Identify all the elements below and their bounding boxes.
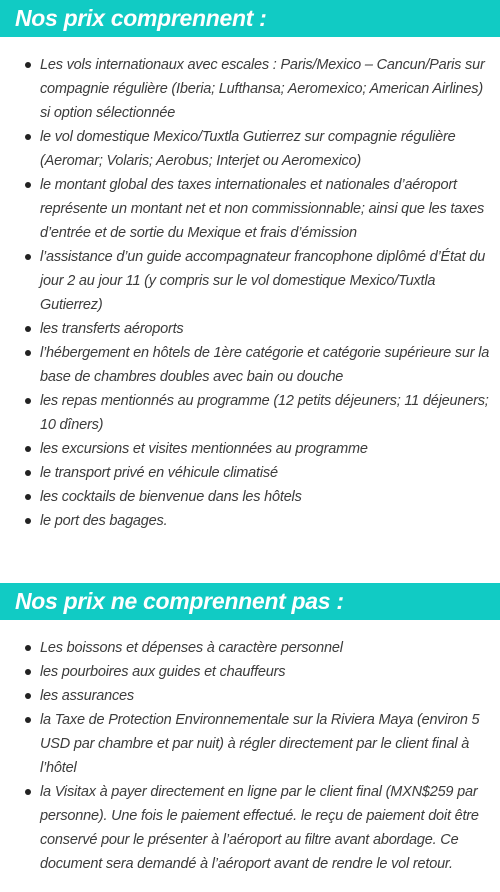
list-item-text: les assurances (40, 688, 134, 704)
list-item-text: l’hébergement en hôtels de 1ère catégorie et catégorie supérieure sur la base de chambres doubles avec bain ou douche (40, 345, 490, 385)
list-item-text: Les vols internationaux avec escales : Paris/Mexico – Cancun/Paris sur compagnie régulière (Iberia; Lufthansa; Aeromexico; American Airlines) si option sélectionnée (40, 57, 485, 121)
bullet-icon (25, 494, 31, 500)
list-item (0, 317, 500, 341)
list-item-text: les excursions et visites mentionnées au programme (40, 441, 368, 457)
bullet-icon (25, 470, 31, 476)
list-item-text: le port des bagages. (40, 513, 168, 529)
list-item-text: les cocktails de bienvenue dans les hôtels (40, 489, 302, 505)
list-item (0, 660, 500, 684)
list-item-text: le transport privé en véhicule climatisé (40, 465, 278, 481)
list-item-text: la Taxe de Protection Environnementale sur la Riviera Maya (environ 5 USD par chambre et par nuit) à régler directement par le client final à l’hôtel (40, 712, 480, 776)
list-item-text: les transferts aéroports (40, 321, 184, 337)
list-item-text: l’assistance d’un guide accompagnateur francophone diplômé d’État du jour 2 au jour 11 (y compris sur le vol domestique Mexico/Tuxtla Gutierrez) (40, 249, 486, 313)
list-item (0, 53, 500, 125)
included-list (0, 53, 500, 533)
list-item (0, 437, 500, 461)
list-item (0, 125, 500, 173)
bullet-icon (25, 350, 31, 356)
bullet-icon (25, 326, 31, 332)
list-item-text: les pourboires aux guides et chauffeurs (40, 664, 286, 680)
excluded-list (0, 636, 500, 876)
included-heading: Nos prix comprennent : (0, 0, 500, 37)
list-item (0, 485, 500, 509)
list-item (0, 636, 500, 660)
list-item (0, 245, 500, 317)
bullet-icon (25, 789, 31, 795)
list-item (0, 708, 500, 780)
list-item (0, 173, 500, 245)
bullet-icon (25, 398, 31, 404)
bullet-icon (25, 182, 31, 188)
list-item-text: les repas mentionnés au programme (12 petits déjeuners; 11 déjeuners; 10 dîners) (40, 393, 489, 433)
bullet-icon (25, 645, 31, 651)
list-item (0, 341, 500, 389)
list-item (0, 389, 500, 437)
list-item-text: la Visitax à payer directement en ligne par le client final (MXN$259 par personne). Une fois le paiement effectué. le reçu de paiement doit être conservé pour le présenter à l’aéroport au filtre avant abordage. Ce document sera demandé à l’aéroport avant de rendre le vol retour. (40, 784, 479, 872)
bullet-icon (25, 134, 31, 140)
bullet-icon (25, 717, 31, 723)
bullet-icon (25, 62, 31, 68)
bullet-icon (25, 518, 31, 524)
bullet-icon (25, 446, 31, 452)
list-item-text: Les boissons et dépenses à caractère personnel (40, 640, 343, 656)
list-item (0, 780, 500, 876)
list-item-text: le vol domestique Mexico/Tuxtla Gutierrez sur compagnie régulière (Aeromar; Volaris; Aerobus; Interjet ou Aeromexico) (40, 129, 456, 169)
bullet-icon (25, 254, 31, 260)
bullet-icon (25, 693, 31, 699)
list-item (0, 684, 500, 708)
list-item-text: le montant global des taxes internationales et nationales d’aéroport représente un montant net et non commissionnable; ainsi que les taxes d’entrée et de sortie du Mexique et frais d’émission (40, 177, 485, 241)
list-item (0, 509, 500, 533)
bullet-icon (25, 669, 31, 675)
list-item (0, 461, 500, 485)
excluded-heading: Nos prix ne comprennent pas : (0, 583, 500, 620)
